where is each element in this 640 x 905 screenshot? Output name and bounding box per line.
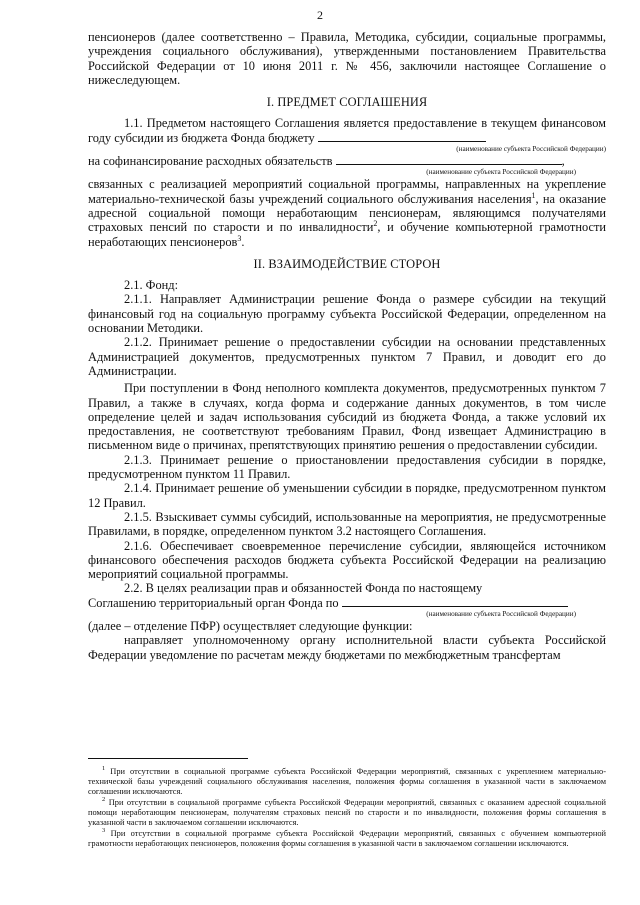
caption-subject-name-1: (наименование субъекта Российской Федерации) bbox=[456, 145, 606, 154]
subject-name-blank-1 bbox=[318, 131, 486, 142]
clause-2-2-territorial-body: Соглашению территориальный орган Фонда по bbox=[88, 596, 606, 610]
footnote-3: $^3$ При отсутствии в социальной программе субъекта Российской Федерации мероприятий, связанных с обучением компьютерной грамотности неработающих пенсионеров, положения формы соглашения в указанной части в заключаемом соглашении исключаются. bbox=[88, 827, 606, 848]
subject-name-blank-2 bbox=[336, 154, 562, 165]
footnote-1: $^1$ При отсутствии в социальной программе субъекта Российской Федерации мероприятий, связанных с укреплением материально-технической базы учреждений социального обслуживания населения, положения формы соглашения в указанной части в заключаемом соглашении исключаются. bbox=[88, 765, 606, 796]
page-number: 2 bbox=[317, 8, 323, 22]
clause-2-2: 2.2. В целях реализации прав и обязанностей Фонда по настоящему bbox=[124, 581, 483, 596]
footnote-divider bbox=[88, 758, 248, 759]
footnote-ref-3: 3 bbox=[237, 233, 242, 243]
footnote-2: $^2$ При отсутствии в социальной программе субъекта Российской Федерации мероприятий, связанных с оказанием адресной социальной помощи неработающим пенсионерам, получателям страховых пенсий по старости и по инвалидности, положения формы соглашения в указанной части в заключаемом соглашении исключаются. bbox=[88, 796, 606, 827]
clause-2-1-4: 2.1.4. Принимает решение об уменьшении субсидии в порядке, предусмотренном пунктом 12 Правил. bbox=[88, 481, 606, 510]
clause-1-1-purposes: связанных с реализацией мероприятий социальной программы, направленных на укрепление материально-технической базы учреждений социального обслуживания населения$^1$, на оказание адресной социальной помощи неработающим пенсионерам, являющимся получателями страховых пенсий по старости и по инвалидности$^2$, и обучение компьютерной грамотности неработающих пенсионеров$^3$. bbox=[88, 177, 607, 249]
footnote-ref-1: 1 bbox=[531, 190, 536, 200]
caption-subject-name-3: (наименование субъекта Российской Федерации) bbox=[426, 609, 576, 618]
section-2-heading: II. ВЗАИМОДЕЙСТВИЕ СТОРОН bbox=[253, 256, 441, 271]
subject-name-blank-3 bbox=[342, 596, 568, 607]
clause-2-1-1: 2.1.1. Направляет Администрации решение Фонда о размере субсидии на текущий финансовый год на социальную программу субъекта Российской Федерации, определенном на основании Методики. bbox=[88, 292, 606, 336]
clause-2-1: 2.1. Фонд: bbox=[124, 278, 179, 293]
clause-1-1-cofinancing: на софинансирование расходных обязательств , bbox=[88, 154, 565, 169]
clause-incomplete-documents: При поступлении в Фонд неполного комплекта документов, предусмотренных пунктом 7 Правил, а также в случаях, когда форма и содержание данных документов, в том числе определение целей и задач использования субсидий из бюджета Фонда, а также условий их предоставления, не соответствуют требованиям Правил, Фонд извещает Администрацию в письменном виде о причинах, препятствующих принятию решения о предоставлении субсидии. bbox=[88, 381, 606, 453]
footnotes bbox=[88, 758, 606, 850]
clause-2-2-functions: (далее – отделение ПФР) осуществляет следующие функции: bbox=[88, 618, 413, 633]
caption-subject-name-2: (наименование субъекта Российской Федерации) bbox=[426, 168, 576, 177]
clause-1-1: 1.1. Предметом настоящего Соглашения является предоставление в текущем финансовом году субсидии из бюджета Фонда бюджету bbox=[88, 116, 606, 145]
intro-paragraph: пенсионеров (далее соответственно – Правила, Методика, субсидии, социальные программы, учреждения социального обслуживания), утвержденными постановлением Правительства Российской Федерации от 10 июня 2011 г. № 456, заключили настоящее Соглашение о нижеследующем. bbox=[88, 30, 606, 87]
clause-2-1-3: 2.1.3. Принимает решение о приостановлении предоставления субсидии в порядке, предусмотренном пунктом 11 Правил. bbox=[88, 452, 606, 482]
clause-directs-notice: направляет уполномоченному органу исполнительной власти субъекта Российской Федерации уведомление по расчетам между бюджетами по межбюджетным трансфертам bbox=[88, 633, 606, 662]
document-body bbox=[88, 30, 606, 662]
footnote-ref-2: 2 bbox=[373, 219, 378, 229]
clause-2-1-5: 2.1.5. Взыскивает суммы субсидий, использованные на мероприятия, не предусмотренные Правилами, в порядке, определенном пунктом 3.2 настоящего Соглашения. bbox=[88, 509, 606, 539]
section-1-heading: I. ПРЕДМЕТ СОГЛАШЕНИЯ bbox=[266, 95, 428, 110]
clause-2-1-2: 2.1.2. Принимает решение о предоставлении субсидии на основании представленных Администрацией документов, предусмотренных пунктом 7 Правил, и доводит его до Администрации. bbox=[88, 335, 606, 378]
clause-2-1-6: 2.1.6. Обеспечивает своевременное перечисление субсидии, являющейся источником финансового обеспечения расходов бюджета субъекта Российской Федерации на реализацию мероприятий социальной программы. bbox=[88, 538, 606, 582]
